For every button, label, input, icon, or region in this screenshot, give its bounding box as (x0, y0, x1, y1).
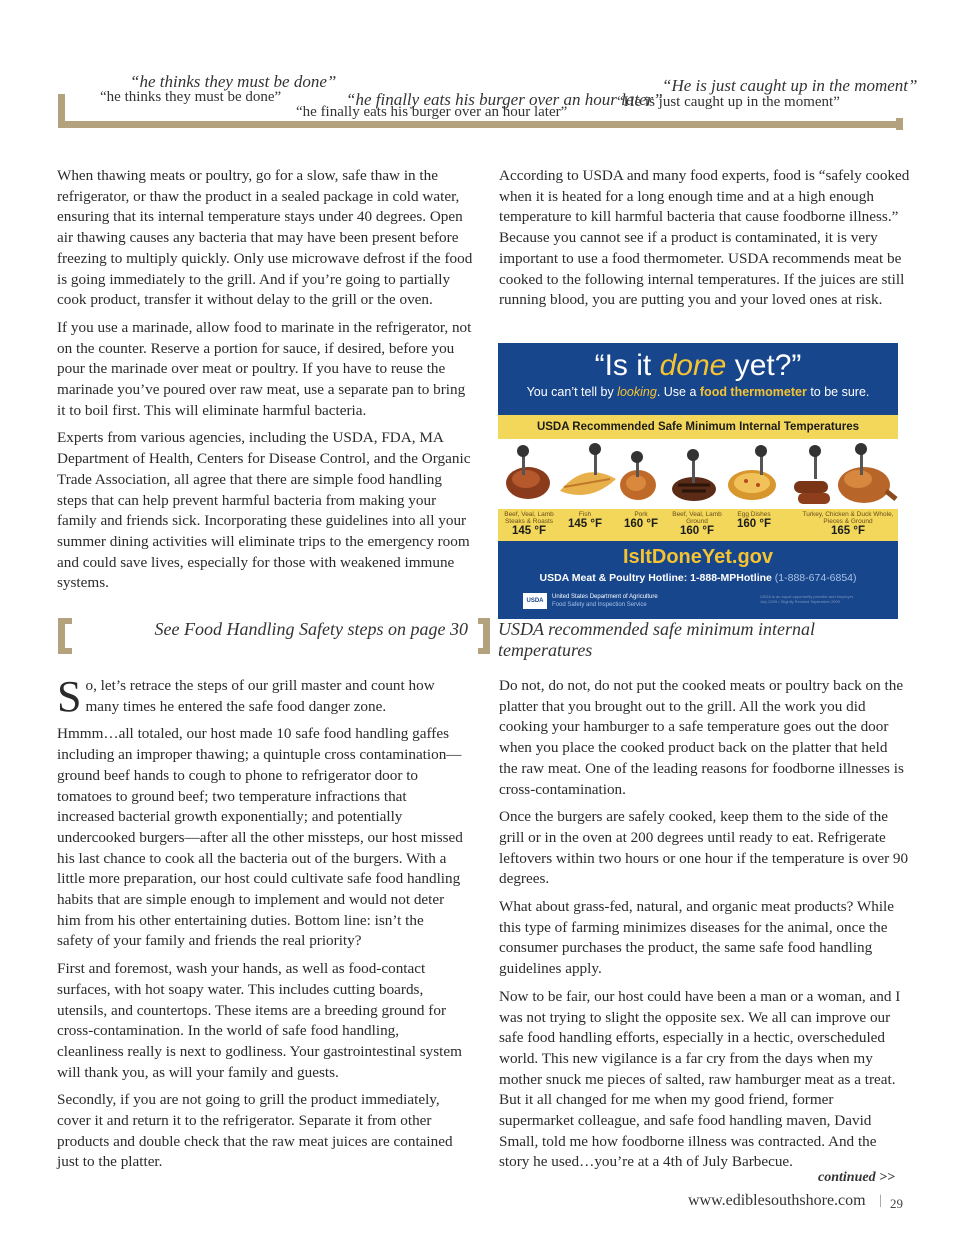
pullquote-1-italic: “he thinks they must be done” (130, 72, 337, 91)
lead-paragraph: So, let’s retrace the steps of our grill master and count how many times he entered the safe food danger zone. (57, 672, 435, 721)
pullquote-1: “he thinks they must be done” (100, 89, 282, 105)
pullquote-bracket-cap (896, 118, 903, 130)
food-icons (498, 439, 898, 509)
infographic-title: “Is it done yet?” (594, 349, 802, 382)
sausage-icon (794, 445, 830, 504)
fish-icon (560, 443, 616, 495)
infographic-caption: USDA recommended safe minimum internal temperatures (498, 619, 815, 660)
right-column-top (499, 166, 911, 318)
infographic-band: USDA Recommended Safe Minimum Internal Temperatures (498, 415, 898, 439)
paragraph: First and foremost, wash your hands, as well as food-contact surfaces, with hot soapy water. This includes cutting boards, utensils, and countertops. These items are a breeding ground for cross-contamination. In the world of safe food handling, cleanliness really is next to godliness. Your gastrointestinal system will thank you, as will your family and guests. (57, 960, 462, 1081)
quiche-icon (728, 445, 776, 500)
temp-cell: Beef, Veal, Lamb Steaks & Roasts 145 °F (504, 511, 554, 537)
pullquote-3-italic: “He is just caught up in the moment” (662, 76, 918, 95)
paragraph: Hmmm…all totaled, our host made 10 safe food handling gaffes including an improper thawing; a quintuple cross contamination—ground beef hands to cough to phone to refrigerator door to tomatoes to ground beef; two temperature infractions that increased bacterial growth exponentially; and potentially undercooked burgers—after all the other missteps, our host missed his last chance to cook all the bacteria out of the burgers. With a little more preparation, our host could cultivate safe food handling habits that are simple enough to implement and would not deter him from his other entertaining duties. Bottom line: isn’t the safety of your family and friends the real priority? (57, 725, 463, 950)
steak-icon (506, 445, 550, 499)
paragraph: Experts from various agencies, including the USDA, FDA, MA Department of Health, Centers for Disease Control, and the Organic Trade Association, all agree that there are simple food handling steps that can help prevent harmful bacteria from making your family and friends sick. Incorporating these guidelines into all your summer dining activities will eliminate trips to the emergency room and could save lives, especially for those with weakened immune systems. (57, 429, 471, 592)
temperature-row (498, 509, 898, 541)
page-number: 29 (890, 1196, 903, 1211)
paragraph: According to USDA and many food experts, food is “safely cooked when it is heated for a long enough time and at a high enough temperature to kill harmful bacteria that cause foodborne illness.” Because you cannot see if a product is contaminated, it is very important to use a food thermometer. USDA recommends meat be cooked to the following internal temperatures. If the juices are still running blood, you are putting you and your loved ones at risk. (499, 167, 910, 309)
temp-cell: Fish 145 °F (567, 511, 602, 530)
usda-note: USDA is an equal opportunity provider and employer. July 2009 • Slightly Revised September 2009 (760, 594, 855, 604)
temp-cell: Egg Dishes 160 °F (736, 511, 771, 530)
paragraph: If you use a marinade, allow food to marinate in the refrigerator, not on the counter. Reserve a portion for sauce, if desired, before you pour the marinade over meat or poultry. If you have to reuse the marinade you’ve poured over raw meat, use a separate pan to bring it to boil first. This will eliminate harmful bacteria. (57, 318, 472, 419)
usda-infographic (498, 343, 898, 619)
left-column-top (57, 166, 473, 601)
pullquote-2-italic: “he finally eats his burger over an hour later” (346, 90, 663, 109)
footer-url[interactable]: www.ediblesouthshore.com (688, 1192, 866, 1209)
temp-cell: Beef, Veal, Lamb Ground 160 °F (672, 511, 722, 537)
paragraph: What about grass-fed, natural, and organic meat products? While this type of farming minimizes diseases for the animal, once the consumer purchases the product, the same safe food handling guidelines apply. (499, 898, 895, 978)
see-link[interactable]: See Food Handling Safety steps on page 30 (154, 619, 468, 639)
infographic-hotline: USDA Meat & Poultry Hotline: 1-888-MPHotline (1-888-674-6854) (539, 572, 857, 584)
infographic-url[interactable]: IsItDoneYet.gov (622, 546, 774, 568)
paragraph: Secondly, if you are not going to grill the product immediately, cover it and return it to the refrigerator. Separate it from other products and double check that the raw meat juices are contained just to the platter. (57, 1091, 453, 1171)
usda-logo: USDA (523, 593, 547, 609)
paragraph: When thawing meats or poultry, go for a slow, safe thaw in the refrigerator, or thaw the product in a sealed package in cold water, ensuring that its internal temperature stays under 40 degrees. Open air thawing causes any bacteria that may have been present before freezing to multiply quickly. Only use microwave defrost if the food is going immediately to the grill. And if you’re going to partially cook product, transfer it without delay to the grill or the oven. (57, 167, 473, 309)
right-column-bottom (499, 676, 909, 1180)
continued-link[interactable]: continued >> (818, 1170, 896, 1185)
temp-cell: Turkey, Chicken & Duck Whole, Pieces & Ground 165 °F (802, 511, 894, 537)
food-illustrations (498, 439, 898, 509)
left-column-bottom (57, 672, 463, 1180)
paragraph: Do not, do not, do not put the cooked meats or poultry back on the platter that you brought out to the grill. All the work you did cooking your hamburger to a safe temperature goes out the door when you place the cooked product back on the platter that held the raw meat. One of the leading reasons for foodborne illnesses is cross-contamination. (499, 677, 904, 798)
paragraph: Now to be fair, our host could have been a man or a woman, and I was not trying to slight the opposite sex. We all can improve our safe food handling efforts, especially in a hectic, overscheduled world. This new vigilance is a far cry from the days when my mother snuck me pieces of salted, raw hamburger meat as a treat. But it all changed for me when my good friend, former supermarket colleague, and safe food handling maven, David Small, told me how foodborne illness was contracted. And the story he used…you’re at a 4th of July Barbecue. (499, 987, 901, 1171)
pullquote-2: “he finally eats his burger over an hour later” (296, 104, 568, 120)
burger-icon (672, 449, 716, 501)
temp-cell: Pork 160 °F (623, 511, 658, 530)
footer-separator: | (879, 1193, 882, 1208)
pork-icon (620, 451, 656, 500)
pullquote-3: “He is just caught up in the moment” (617, 94, 840, 110)
infographic-subtitle: You can’t tell by looking. Use a food thermometer to be sure. (526, 385, 870, 399)
drop-cap: S (57, 672, 82, 721)
usda-department: United States Department of Agriculture Food Safety and Inspection Service (552, 594, 658, 608)
turkey-icon (838, 443, 896, 503)
paragraph: Once the burgers are safely cooked, keep them to the side of the grill or in the oven at 200 degrees until ready to eat. Refrigerate leftovers within two hours or one hour if the temperature is over 90 degrees. (499, 808, 909, 888)
